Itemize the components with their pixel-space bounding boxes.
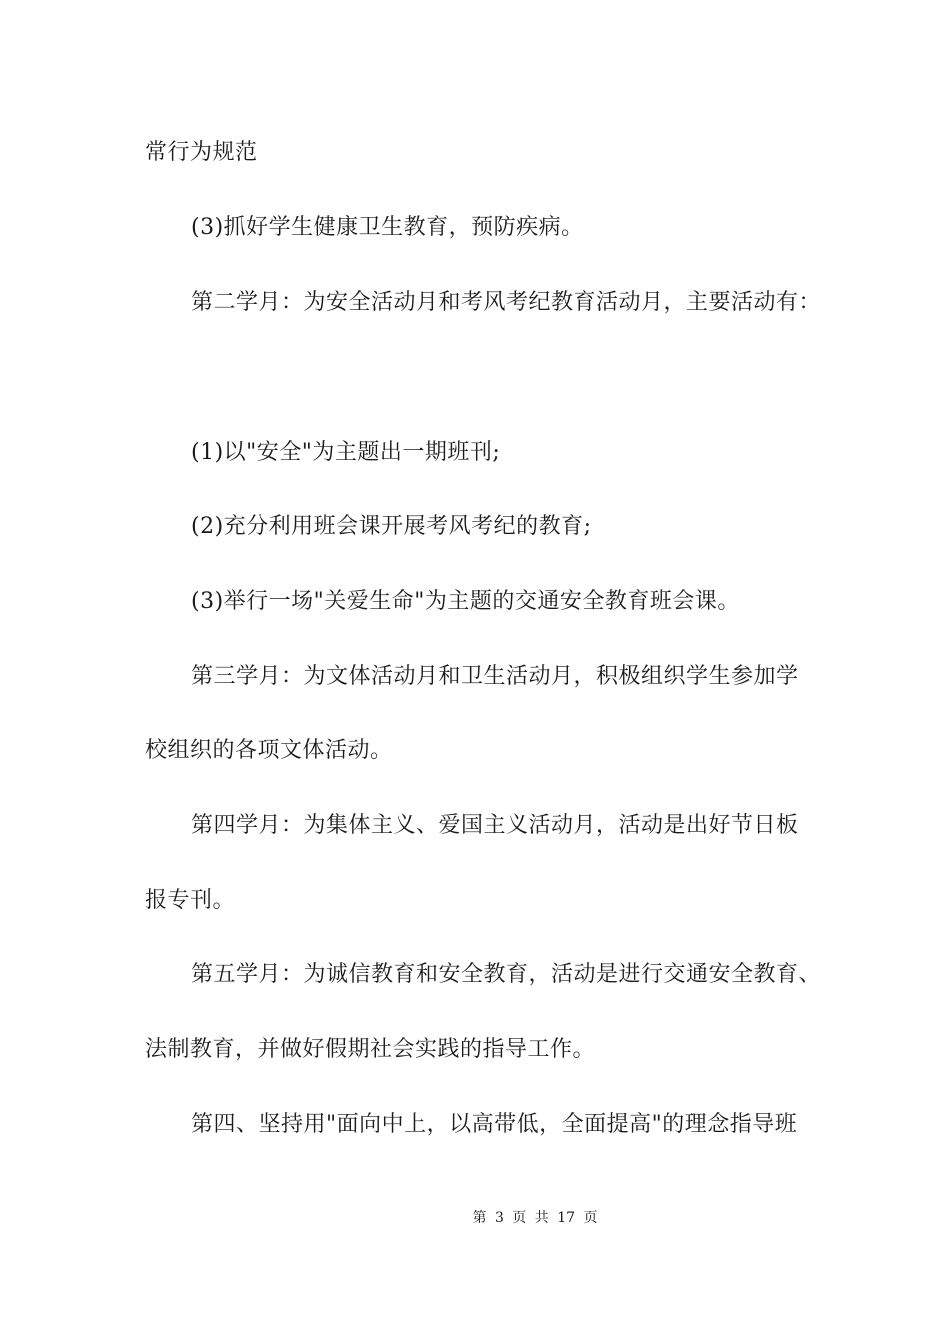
text-line-11: 第五学月：为诚信教育和安全教育，活动是进行交通安全教育、 xyxy=(191,962,822,987)
text-line-8: 校组织的各项文体活动。 xyxy=(145,738,393,763)
page-number-footer: 第 3 页 共 17 页 xyxy=(472,1210,598,1226)
text-line-7: 第三学月：为文体活动月和卫生活动月，积极组织学生参加学 xyxy=(191,664,799,689)
text-line-12: 法制教育，并做好假期社会实践的指导工作。 xyxy=(145,1037,596,1062)
text-line-3: 第二学月：为安全活动月和考风考纪教育活动月，主要活动有： xyxy=(191,290,822,315)
text-line-6: (3)举行一场"关爱生命"为主题的交通安全教育班会课。 xyxy=(191,589,740,614)
text-line-9: 第四学月：为集体主义、爱国主义活动月，活动是出好节日板 xyxy=(191,813,799,838)
text-line-10: 报专刊。 xyxy=(145,888,236,913)
text-line-1: 常行为规范 xyxy=(145,140,258,165)
text-line-5: (2)充分利用班会课开展考风考纪的教育; xyxy=(191,514,592,539)
text-line-4: (1)以"安全"为主题出一期班刊; xyxy=(191,440,501,465)
text-line-2: (3)抓好学生健康卫生教育，预防疾病。 xyxy=(191,215,584,240)
text-line-13: 第四、坚持用"面向中上，以高带低，全面提高"的理念指导班 xyxy=(191,1112,798,1137)
